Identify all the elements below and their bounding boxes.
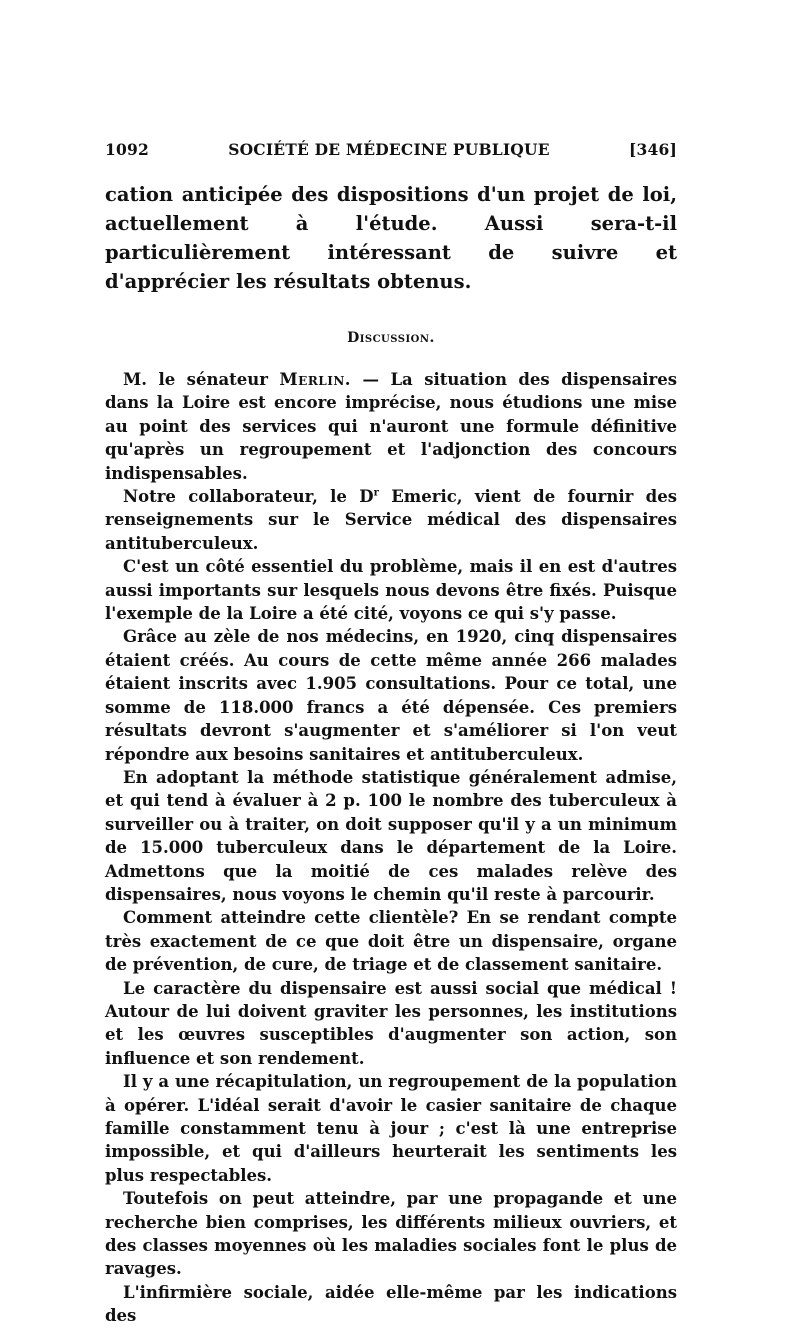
page-number: 1092: [105, 140, 149, 159]
superscript: r: [373, 487, 379, 499]
speaker-name: Merlin.: [279, 370, 352, 389]
page-header: [105, 140, 677, 180]
paragraph-text: La situation des dispensaires dans la Loire est encore imprécise, nous étudions une mise au point des services qui n'auront une formule définitive qu'après un regroupement et l'adjonction des concours indispensables.: [105, 370, 678, 483]
paragraph: Toutefois on peut atteindre, par une propagande et une recherche bien comprises, les différents milieux ouvriers, et des classes moyennes où les maladies sociales font le plus de ravages.: [105, 1189, 677, 1279]
paragraph: Comment atteindre cette clientèle? En se rendant compte très exactement de ce que doit être un dispensaire, organe de prévention, de cure, de triage et de classement sanitaire.: [105, 908, 677, 975]
intro-paragraph: cation anticipée des dispositions d'un projet de loi, actuellement à l'étude. Aussi sera-t-il particulièrement intéressant de suivre et d'apprécier les résultats obtenus.: [105, 183, 677, 293]
running-title: SOCIÉTÉ DE MÉDECINE PUBLIQUE: [228, 140, 550, 159]
paragraph: [105, 485, 677, 555]
paragraph: C'est un côté essentiel du problème, mais il en est d'autres aussi importants sur lesquels nous devons être fixés. Puisque l'exemple de la Loire a été cité, voyons ce qui s'y passe.: [105, 557, 677, 624]
paragraph: Il y a une récapitulation, un regroupement de la population à opérer. L'idéal serait d'avoir le casier sanitaire de chaque famille constamment tenu à jour ; c'est là une entreprise impossible, et qui d'ailleurs heurterait les sentiments les plus respectables.: [105, 1072, 677, 1185]
paragraph: L'infirmière sociale, aidée elle-même par les indications des: [105, 1282, 677, 1326]
paragraph: En adoptant la méthode statistique généralement admise, et qui tend à évaluer à 2 p. 100 le nombre des tuberculeux à surveiller ou à traiter, on doit supposer qu'il y a un minimum de 15.000 tuberculeux dans le département de la Loire. Admettons que la moitié de ces malades relève des dispensaires, nous voyons le chemin qu'il reste à parcourir.: [105, 767, 677, 904]
paragraph-text: Notre collaborateur, le D: [123, 487, 374, 507]
paragraph-speaker: [105, 368, 677, 485]
speaker-title: M. le sénateur: [123, 370, 268, 389]
discussion-body: [105, 368, 677, 1328]
section-reference: [346]: [628, 140, 677, 159]
speaker-dash: —: [351, 370, 391, 389]
paragraph: Grâce au zèle de nos médecins, en 1920, cinq dispensaires étaient créés. Au cours de cette même année 266 malades étaient inscrits avec 1.905 consultations. Pour ce total, une somme de 118.000 francs a été dépensée. Ces premiers résultats devront s'augmenter et s'améliorer si l'on veut répondre aux besoins sanitaires et antituberculeux.: [105, 627, 677, 764]
section-title: Discussion.: [347, 330, 435, 346]
document-page: [105, 140, 677, 1328]
paragraph-text: Emeric, vient de fournir des renseignements sur le Service médical des dispensaires antituberculeux.: [105, 487, 677, 553]
paragraph: Le caractère du dispensaire est aussi social que médical ! Autour de lui doivent graviter les personnes, les institutions et les œuvres susceptibles d'augmenter son action, son influence et son rendement.: [105, 978, 677, 1068]
